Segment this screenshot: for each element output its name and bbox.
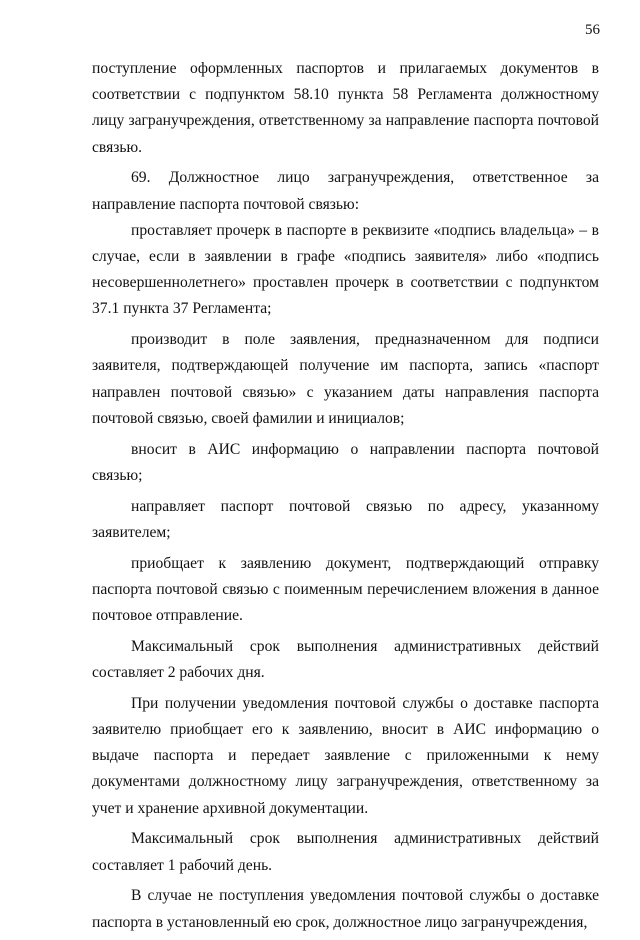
paragraph-sends-passport-by-post: направляет паспорт почтовой связью по адресу, указанному заявителем; [92,497,599,541]
page-number: 56 [585,22,600,38]
paragraph-records-entry-in-application: производит в поле заявления, предназначенном для подписи заявителя, подтверждающей получение им паспорта, запись «паспорт направлен почтовой связью» с указанием даты направления паспорта почтовой связью, своей фамилии и инициалов; [92,331,599,427]
paragraph-enters-info-into-ais: вносит в АИС информацию о направлении паспорта почтовой связью; [92,440,599,484]
paragraph-max-time-2-days: Максимальный срок выполнения административных действий составляет 2 рабочих дня. [92,637,599,682]
paragraph-attaches-shipping-document: приобщает к заявлению документ, подтверждающий отправку паспорта почтовой связью с поименным перечислением вложения в данное почтовое отправление. [92,554,599,625]
paragraph-if-no-delivery-notice: В случае не поступления уведомления почтовой службы о доставке паспорта в установленный ею срок, должностное лицо загранучреждения, [92,887,599,931]
paragraph-on-delivery-notice: При получении уведомления почтовой службы о доставке паспорта заявителю приобщает его к заявлению, вносит в АИС информацию о выдаче паспорта и передает заявление с приложенными к нему документами должностному лицу загранучреждения, ответственному за учет и хранение архивной документации. [92,694,599,817]
paragraph-item-69-heading: 69. Должностное лицо загранучреждения, ответственное за направление паспорта почтовой связью: [92,169,599,213]
paragraph-sets-dash-in-passport: проставляет прочерк в паспорте в реквизите «подпись владельца» – в случае, если в заявлении в графе «подпись заявителя» либо «подпись несовершеннолетнего» проставлен прочерк в соответствии с подпунктом 37.1 пункта 37 Регламента; [92,221,599,318]
document-body [92,56,599,940]
paragraph-continuation: поступление оформленных паспортов и прилагаемых документов в соответствии с подпунктом 58.10 пункта 58 Регламента должностному лицу загранучреждения, ответственному за направление паспорта почтовой связью. [92,60,599,156]
paragraph-max-time-1-day: Максимальный срок выполнения административных действий составляет 1 рабочий день. [92,830,599,874]
